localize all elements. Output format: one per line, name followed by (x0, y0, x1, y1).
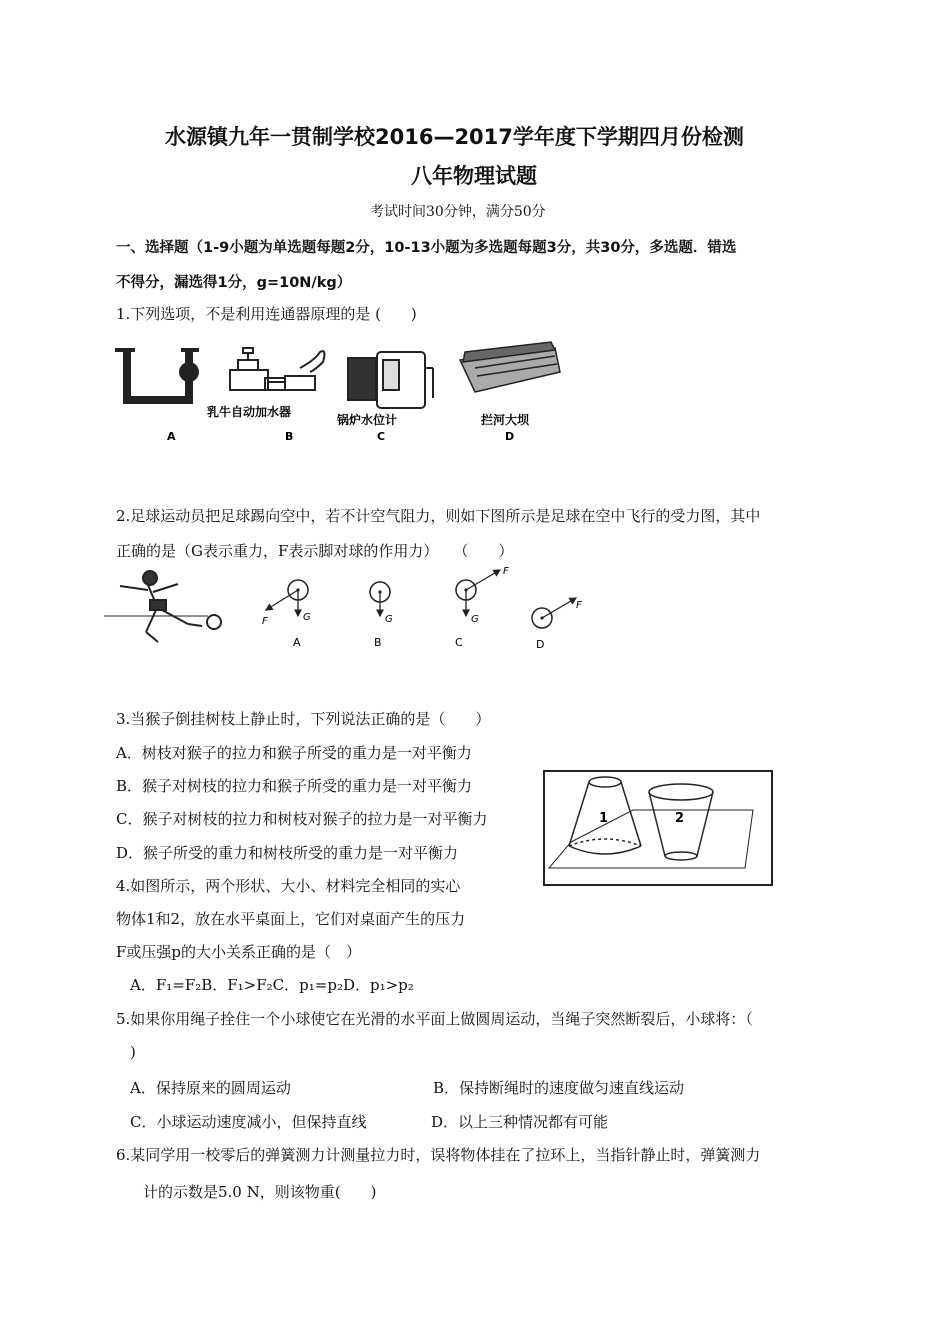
q4-figure (543, 770, 773, 886)
q1-caption-c: 锅炉水位计 (337, 413, 398, 427)
q3-option-c: C．猴子对树枝的拉力和树枝对猴子的拉力是一对平衡力 (116, 810, 488, 828)
page-subtitle: 八年物理试题 (411, 164, 537, 188)
q6-stem-line1: 6.某同学用一校零后的弹簧测力计测量拉力时，误将物体挂在了拉环上，当指针静止时，弹簧测力 (116, 1146, 761, 1164)
q1-letter-c: C (377, 430, 386, 443)
svg-text:B: B (374, 636, 382, 649)
svg-text:A: A (293, 636, 301, 649)
q6-stem-line2: 计的示数是5.0 N，则该物重( ) (143, 1183, 377, 1201)
q4-label-2: 2 (675, 811, 685, 826)
q1-caption-b: 乳牛自动加水器 (207, 405, 292, 419)
q2-option-c-diagram (455, 566, 509, 649)
q4-label-1: 1 (599, 811, 609, 826)
q2-soccer-ball (207, 615, 221, 629)
q1-figure-c-boiler (348, 352, 433, 408)
exam-info: 考试时间30分钟，满分50分 (370, 204, 546, 220)
q1-figure (115, 338, 575, 448)
svg-text:G: G (471, 614, 479, 625)
q2-option-d-diagram (532, 598, 582, 651)
q2-option-a-diagram (262, 580, 311, 649)
svg-text:G: G (385, 614, 393, 625)
q5-stem-line1: 5.如果你用绳子拴住一个小球使它在光滑的水平面上做圆周运动，当绳子突然断裂后，小球将：（ (116, 1010, 753, 1028)
q3-option-b: B．猴子对树枝的拉力和猴子所受的重力是一对平衡力 (116, 777, 473, 795)
q1-letter-b: B (285, 430, 294, 443)
svg-text:D: D (536, 638, 545, 651)
q1-letter-a: A (167, 430, 176, 443)
page-title: 水源镇九年一贯制学校2016—2017学年度下学期四月份检测 (165, 125, 744, 149)
svg-text:C: C (455, 636, 463, 649)
q5-stem-line2: ) (130, 1043, 136, 1061)
q1-stem: 1.下列选项，不是利用连通器原理的是 ( ) (116, 305, 417, 323)
svg-text:F: F (576, 600, 582, 611)
q5-option-d: D．以上三种情况都有可能 (431, 1113, 609, 1131)
q5-option-c: C．小球运动速度减小，但保持直线 (130, 1113, 367, 1131)
q1-caption-d: 拦河大坝 (481, 413, 530, 427)
q2-stem-line2: 正确的是（G表示重力，F表示脚对球的作用力） （ ） (116, 542, 514, 560)
q1-figure-b-waterer (230, 348, 324, 390)
q5-option-b: B．保持断绳时的速度做匀速直线运动 (433, 1079, 685, 1097)
q2-stem-line1: 2.足球运动员把足球踢向空中，若不计空气阻力，则如下图所示是足球在空中飞行的受力图，其中 (116, 507, 761, 525)
svg-text:F: F (262, 616, 268, 627)
svg-text:F: F (503, 566, 509, 577)
q2-option-b-diagram (370, 582, 393, 649)
svg-text:G: G (303, 612, 311, 623)
q1-figure-d-dam (460, 342, 560, 392)
q4-stem-line1: 4.如图所示，两个形状、大小、材料完全相同的实心 (116, 877, 461, 895)
q4-stem-line3: F或压强p的大小关系正确的是（ ） (116, 943, 362, 961)
q2-figure (98, 564, 598, 656)
q2-soccer-player (104, 571, 208, 642)
q3-option-a: A．树枝对猴子的拉力和猴子所受的重力是一对平衡力 (116, 744, 472, 762)
section-heading-line2: 不得分，漏选得1分，g=10N/kg） (116, 275, 352, 291)
q4-stem-line2: 物体1和2，放在水平桌面上，它们对桌面产生的压力 (116, 910, 466, 928)
q1-figure-a-u-tube (115, 348, 199, 404)
q3-option-d: D．猴子所受的重力和树枝所受的重力是一对平衡力 (116, 844, 459, 862)
q3-stem: 3.当猴子倒挂树枝上静止时，下列说法正确的是（ ） (116, 710, 491, 728)
q4-options: A．F₁=F₂B．F₁>F₂C．p₁=p₂D．p₁>p₂ (130, 976, 414, 994)
q1-letter-d: D (505, 430, 515, 443)
q5-option-a: A．保持原来的圆周运动 (130, 1079, 291, 1097)
section-heading-line1: 一、选择题（1-9小题为单选题每题2分，10-13小题为多选题每题3分，共30分，多选题．错选 (116, 240, 737, 256)
